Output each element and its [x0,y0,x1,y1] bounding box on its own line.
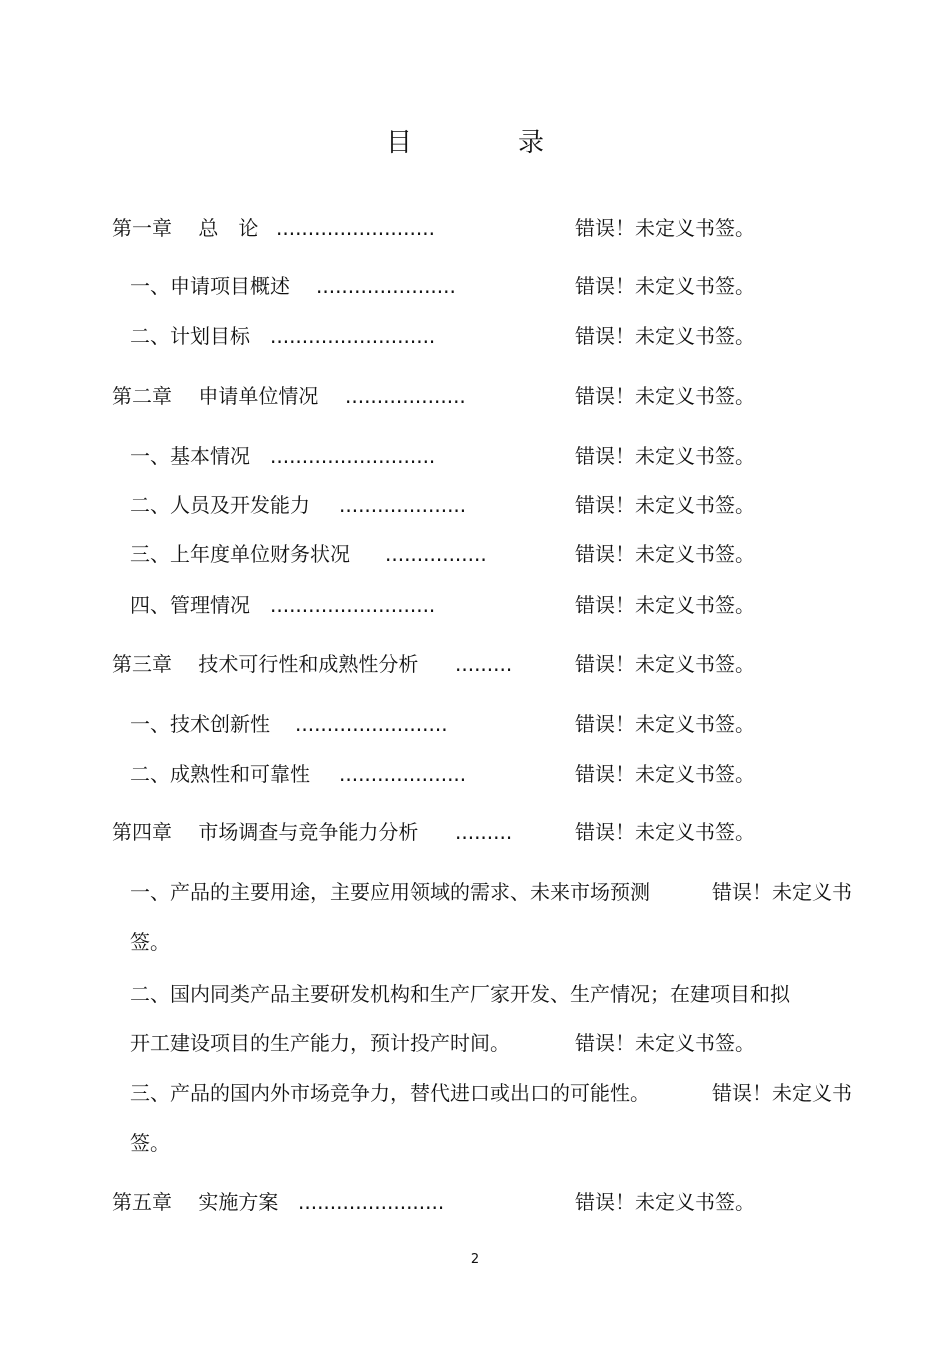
toc-entry[interactable] [130,540,575,568]
toc-entry-label: 一、申请项目概述 [130,274,290,298]
toc-entry[interactable] [112,650,575,678]
toc-entry-ref[interactable]: 错误！未定义书签。 [575,652,755,676]
toc-entry[interactable] [130,442,575,470]
toc-entry[interactable] [130,760,575,788]
toc-entry-ref[interactable]: 错误！未定义书签。 [575,444,755,468]
toc-entry[interactable] [112,214,575,242]
page-number: 2 [470,1252,480,1267]
toc-entry-label: 二、人员及开发能力 [130,493,310,517]
toc-entry-ref[interactable]: 错误！未定义书签。 [575,324,755,348]
toc-entry-product-use-ref-cont: 签。 [130,930,170,954]
toc-entry[interactable] [130,272,575,300]
toc-entry[interactable] [130,322,575,350]
toc-entry-domestic-label-cont[interactable]: 开工建设项目的生产能力，预计投产时间。 [130,1031,510,1055]
toc-entry-competitiveness-ref-cont: 签。 [130,1131,170,1155]
toc-entry-label: 第二章 申请单位情况 [112,384,319,408]
toc-entry-ref[interactable]: 错误！未定义书签。 [575,820,755,844]
toc-entry-ref[interactable]: 错误！未定义书签。 [575,762,755,786]
toc-title: 目 录 [385,128,584,158]
toc-entry-ref[interactable]: 错误！未定义书签。 [575,216,755,240]
toc-leader-dots: .......................... [270,444,436,468]
toc-leader-dots: .................... [339,762,467,786]
toc-entry-label: 第一章 总 论 [112,216,259,240]
toc-entry[interactable] [112,382,575,410]
toc-leader-dots: ...................... [316,274,456,298]
toc-entry-ref[interactable]: 错误！未定义书签。 [575,493,755,517]
toc-entry-product-use-ref[interactable]: 错误！未定义书 [712,880,852,904]
toc-entry-competitiveness-ref[interactable]: 错误！未定义书 [712,1081,852,1105]
toc-entry[interactable] [130,710,575,738]
toc-leader-dots: ....................... [298,1190,445,1214]
toc-leader-dots: .......................... [270,324,436,348]
toc-entry-label: 第四章 市场调查与竞争能力分析 [112,820,419,844]
toc-entry-ref[interactable]: 错误！未定义书签。 [575,1190,755,1214]
toc-entry-ref[interactable]: 错误！未定义书签。 [575,712,755,736]
toc-entry-domestic-label[interactable]: 二、国内同类产品主要研发机构和生产厂家开发、生产情况；在建项目和拟 [130,982,790,1006]
toc-leader-dots: ......................... [276,216,435,240]
toc-leader-dots: ................... [345,384,466,408]
toc-entry-label: 一、基本情况 [130,444,250,468]
toc-leader-dots: ......... [455,820,513,844]
toc-leader-dots: ................ [385,542,487,566]
toc-entry-competitiveness-label[interactable]: 三、产品的国内外市场竞争力，替代进口或出口的可能性。 [130,1081,650,1105]
toc-entry-label: 四、管理情况 [130,593,250,617]
toc-entry-domestic-ref[interactable]: 错误！未定义书签。 [575,1031,755,1055]
toc-leader-dots: ........................ [295,712,448,736]
toc-entry-label: 一、技术创新性 [130,712,270,736]
toc-entry-label: 第三章 技术可行性和成熟性分析 [112,652,419,676]
toc-leader-dots: .......................... [270,593,436,617]
toc-entry-label: 二、计划目标 [130,324,250,348]
toc-entry-label: 三、上年度单位财务状况 [130,542,350,566]
toc-leader-dots: .................... [339,493,467,517]
toc-entry-label: 二、成熟性和可靠性 [130,762,310,786]
toc-entry-product-use-label[interactable]: 一、产品的主要用途，主要应用领域的需求、未来市场预测 [130,880,650,904]
toc-entry-ref[interactable]: 错误！未定义书签。 [575,542,755,566]
toc-entry-ref[interactable]: 错误！未定义书签。 [575,593,755,617]
toc-entry[interactable] [130,591,575,619]
toc-leader-dots: ......... [455,652,513,676]
toc-entry[interactable] [112,1188,575,1216]
toc-entry-label: 第五章 实施方案 [112,1190,279,1214]
toc-entry-ref[interactable]: 错误！未定义书签。 [575,274,755,298]
toc-entry[interactable] [130,491,575,519]
toc-entry[interactable] [112,818,575,846]
toc-entry-ref[interactable]: 错误！未定义书签。 [575,384,755,408]
